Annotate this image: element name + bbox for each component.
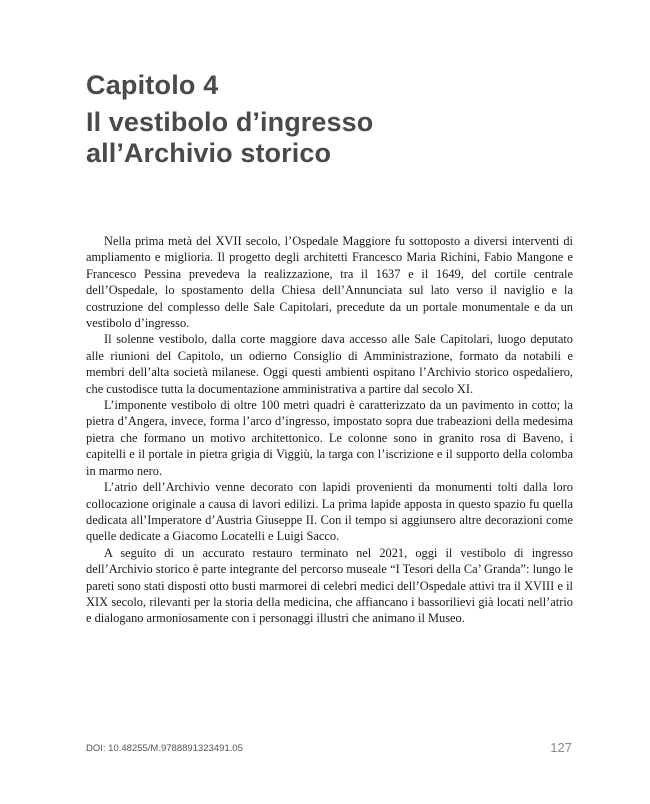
chapter-heading	[86, 70, 566, 169]
chapter-title-line-1: Il vestibolo d’ingresso	[86, 107, 374, 137]
paragraph: Il solenne vestibolo, dalla corte maggiore dava accesso alle Sale Capitolari, luogo deputato alle riunioni del Capitolo, un odierno Consiglio di Amministrazione, formato da notabili e membri dell’alta società milanese. Oggi questi ambienti ospitano l’Archivio storico ospedaliero, che custodisce tutta la documentazione amministrativa a partire dal secolo XI.	[86, 332, 573, 396]
page-footer	[86, 742, 572, 758]
paragraph: A seguito di un accurato restauro terminato nel 2021, oggi il vestibolo di ingresso dell’Archivio storico è parte integrante del percorso museale “I Tesori della Ca’ Granda”: lungo le pareti sono stati disposti otto busti marmorei di celebri medici dell’Ospedale attivi tra il XVIII e il XIX secolo, rilevanti per la storia della medicina, che affiancano i bassorilievi già locati nell’atrio e dialogano armoniosamente con i personaggi illustri che animano il Museo.	[86, 545, 573, 626]
page-number: 127	[550, 740, 572, 755]
doi-reference: DOI: 10.48255/M.9788891323491.05	[86, 743, 243, 754]
paragraph: Nella prima metà del XVII secolo, l’Ospedale Maggiore fu sottoposto a diversi interventi di ampliamento e miglioria. Il progetto degli architetti Francesco Maria Richini, Fabio Mangone e Francesco Pessina prevedeva la realizzazione, tra il 1637 e il 1649, del cortile centrale dell’Ospedale, lo spostamento della Chiesa dell’Annunciata sul lato verso il naviglio e la costruzione del complesso delle Sale Capitolari, precedute da un portale monumentale e da un vestibolo d’ingresso.	[86, 234, 573, 331]
paragraph: L’imponente vestibolo di oltre 100 metri quadri è caratterizzato da un pavimento in cotto; la pietra d’Angera, invece, forma l’arco d’ingresso, impostato sopra due trabeazioni della medesima pietra che formano un motivo architettonico. Le colonne sono in granito rosa di Baveno, i capitelli e il portale in pietra grigia di Viggiù, la targa con l’iscrizione e il supporto della colomba in marmo nero.	[86, 398, 573, 478]
chapter-title-line-2: all’Archivio storico	[86, 138, 332, 168]
body-text	[86, 233, 573, 627]
paragraph: L’atrio dell’Archivio venne decorato con lapidi provenienti da monumenti tolti dalla loro collocazione originale a causa di lavori edilizi. La prima lapide apposta in questo spazio fu quella dedicata all’Imperatore d’Austria Giuseppe II. Con il tempo si aggiunsero altre decorazioni come quelle dedicate a Giacomo Locatelli e Luigi Sacco.	[86, 480, 573, 544]
chapter-label: Capitolo 4	[86, 70, 219, 100]
chapter-title	[86, 107, 566, 169]
